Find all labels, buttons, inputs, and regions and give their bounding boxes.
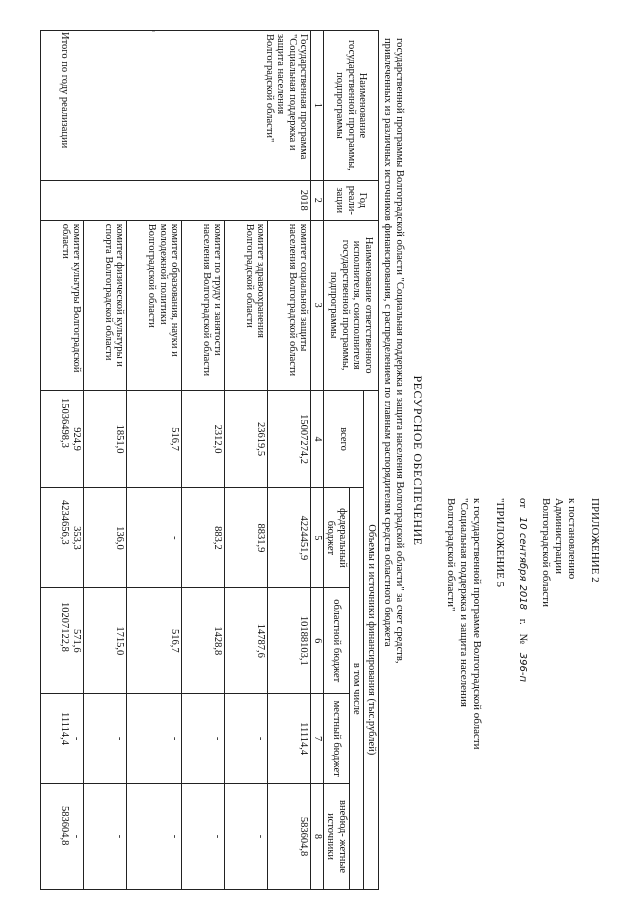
regional-cell: 1428,8 [182,588,225,694]
header-program-name: Наименование государственной программы, подпрограммы [324,31,379,181]
document-title: РЕСУРСНОЕ ОБЕСПЕЧЕНИЕ [411,375,425,546]
federal-cell: - [127,488,182,588]
program-line-2: "Социальная поддержка и защита населения [458,498,470,707]
federal-cell: 353,3 [41,488,84,588]
total-cell: 23619,5 [225,390,268,488]
header-total: всего [324,390,365,488]
total-extra: 583604,8 [59,806,70,846]
year-suffix: г. [517,618,529,625]
number-label: № [517,633,529,645]
header-extra: внебюд- жетные источники [324,784,350,890]
administration: Администрации [553,498,565,575]
extra-cell: - [127,784,182,890]
rotated-page [35,28,605,893]
from-label: от [517,498,529,509]
header-year: Год реали- зации [324,180,379,220]
extra-cell: - [41,784,84,890]
extra-cell: - [84,784,127,890]
column-number: 2 [311,180,324,220]
column-number: 4 [311,390,324,488]
local-cell: - [84,694,127,784]
appendix-label: ПРИЛОЖЕНИЕ 2 [589,498,601,583]
total-cell: 15007274,2 [268,390,311,488]
extra-cell: 583604,8 [268,784,311,890]
subtitle-line-2: привлеченных из различных источников финансирования, с распределением по главным распорядителям средств областного бюджета [382,38,393,647]
header-local: местный бюджет [324,694,350,784]
executor-cell: комитет по труду и занятости населения Волгоградской области [182,220,225,390]
total-regional: 10207122,8 [59,602,70,652]
regional-cell: 10188103,1 [268,588,311,694]
total-cell: 516,7 [127,390,182,488]
extra-cell: - [182,784,225,890]
federal-cell: 136,0 [84,488,127,588]
year-cell: 2018 [41,180,311,220]
local-cell: 11114,4 [268,694,311,784]
program-line-3: Волгоградской области" [445,498,457,612]
column-number: 5 [311,488,324,588]
program-line-1: к государственной программе Волгоградской области [471,498,483,750]
header-regional: областной бюджет [324,588,350,694]
federal-cell: 4224451,9 [268,488,311,588]
to-resolution: к постановлению [566,498,578,580]
header-funding: Объемы и источники финансирования (тыс.рублей) [364,390,379,889]
header-federal: федеральный бюджет [324,488,350,588]
executor-cell: комитет образования, науки и молодежной политики Волгоградской области [127,220,182,390]
region: Волгоградской области [540,498,552,607]
total-cell: 1851,0 [84,390,127,488]
federal-cell: 8831,9 [225,488,268,588]
resolution-date: 10 сентября 2018 [517,516,528,611]
executor-cell: комитет физической культуры и спорта Волгоградской области [84,220,127,390]
regional-cell: 14787,6 [225,588,268,694]
column-number: 8 [311,784,324,890]
federal-cell: 883,2 [182,488,225,588]
date-line [516,498,529,878]
table-row [268,31,311,890]
header-executor: Наименование ответственного исполнителя, соисполнителя государственной программы, подпрограммы [324,220,379,390]
regional-cell: 516,7 [127,588,182,694]
regional-cell: 1715,0 [84,588,127,694]
column-number: 1 [311,31,324,181]
total-sum: 15036498,3 [59,398,70,448]
total-cell: 924,9 [41,390,84,488]
total-federal: 4234656,3 [59,500,70,545]
regional-cell: 571,6 [41,588,84,694]
column-number: 6 [311,588,324,694]
resource-table [41,30,380,890]
header-including: в том числе [350,488,365,890]
document-subtitle [381,38,405,888]
executor-cell: комитет социальной защиты населения Волгоградской области [268,220,311,390]
program-name-cell: Государственная программа "Социальная поддержка и защита населения Волгоградской области" [41,31,311,181]
subtitle-line-1: государственной программы Волгоградской области "Социальная поддержка и защита населения Волгоградской области" за счет средств, [394,38,405,664]
extra-cell: - [225,784,268,890]
resolution-number: 396-п [517,652,528,683]
appendix-header [444,498,601,878]
quoted-appendix: "ПРИЛОЖЕНИЕ 5 [494,498,506,588]
total-cell: 2312,0 [182,390,225,488]
total-local: 11114,4 [59,712,70,745]
executor-cell: комитет здравоохранения Волгоградской области [225,220,268,390]
executor-cell: комитет культуры Волгоградской области [41,220,84,390]
local-cell: - [127,694,182,784]
local-cell: - [41,694,84,784]
local-cell: - [225,694,268,784]
total-label: Итого по году реализации [59,32,70,149]
column-number-row [311,31,324,890]
column-number: 7 [311,694,324,784]
column-number: 3 [311,220,324,390]
local-cell: - [182,694,225,784]
